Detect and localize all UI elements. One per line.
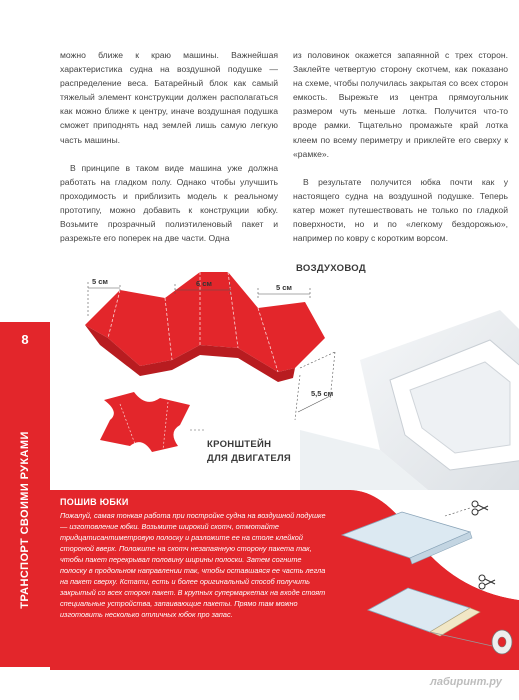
tape-roll-icon: [492, 630, 512, 654]
page-number: 8: [21, 332, 29, 347]
dimension-left: 5 см: [92, 277, 108, 286]
bracket-label-line1: КРОНШТЕЙН: [207, 439, 272, 450]
bracket-label-line2: ДЛЯ ДВИГАТЕЛЯ: [207, 453, 292, 464]
motor-bracket: [100, 392, 205, 452]
dimension-depth: 5,5 см: [311, 389, 334, 398]
box-text: Пожалуй, самая тонкая работа при постройке судна на воздушной подушке — изготовление юбки. Возьмите широкий скотч, отмотайте тридцатисантиметровую полоску и разложите ее на столе клейкой стороной вверх. Положите на скотч незапаянную сторону пакета так, чтобы пакет перекрывал половину ширины полоски. Затем согните полоску в продольном направлении так, чтобы оставшаяся ее часть легла на пакет сверху. Кстати, есть и более оригинальный способ получить закрытый со всех сторон пакет. В крупных супермаркетах на входе стоят специальные устройства, запаивающие пакеты. Прямо там можно изготовить несколько отличных юбок про запас.: [60, 511, 326, 619]
dimension-middle: 6 см: [196, 279, 212, 288]
duct-label: ВОЗДУХОВОД: [296, 263, 366, 274]
paragraph: В результате получится юбка почти как у настоящего судна на воздушной подушке. Теперь катер может путешествовать не только по гладкой поверхности, но и по «легкому бездорожью», например по ковру с коротким ворсом.: [293, 176, 508, 244]
dimension-right: 5 см: [276, 283, 292, 292]
paragraph: из половинок окажется запаянной с трех сторон. Заклейте четвертую сторону скотчем, как показано на схеме, чтобы получилась закрытая со всех сторон емкость. Вырежьте из центра прямоугольник размером чуть меньше лотка. Получится что-то вроде рамки. Тщательно промажьте край лотка клеем по всему периметру и приклейте его сверху к «рамке».: [293, 50, 508, 159]
watermark: лабиринт.ру: [430, 676, 502, 688]
section-title: ТРАНСПОРТ СВОИМИ РУКАМИ: [19, 431, 31, 609]
paragraph: В принципе в таком виде машина уже должна работать на гладком полу. Однако чтобы улучшить проходимость и приблизить модель к реальному прототипу, можно добавить к конструкции юбку. Возьмите прозрачный полиэтиленовый пакет и разрежьте его поперек на две части. Одна: [60, 162, 278, 244]
paragraph: можно ближе к краю машины. Важнейшая характеристика судна на воздушной подушке — распределение веса. Батарейный блок как самый тяжелый элемент конструкции должен располагаться как можно ближе к центру, иначе воздушная подушка сможет приподнять над землей лишь самую легкую часть машины.: [60, 50, 278, 145]
box-title: ПОШИВ ЮБКИ: [60, 497, 129, 507]
